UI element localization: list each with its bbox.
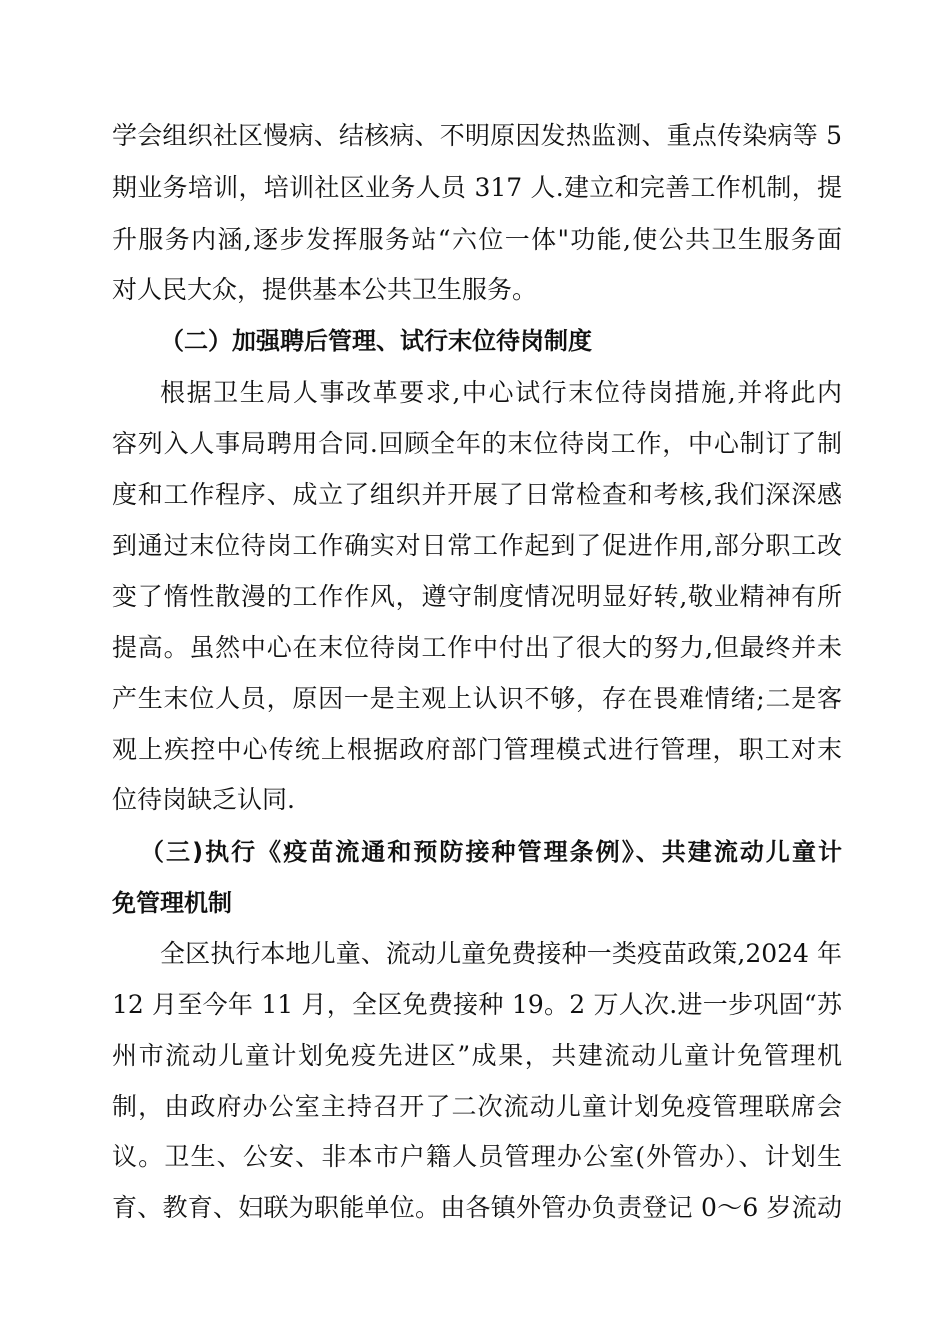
paragraph-3-line-3: 州市流动儿童计划免疫先进区”成果，共建流动儿童计免管理机 [112, 1041, 842, 1070]
paragraph-2-line-5: 变了惰性散漫的工作作风，遵守制度情况明显好转,敬业精神有所 [112, 582, 842, 611]
paragraph-2-line-4: 到通过末位待岗工作确实对日常工作起到了促进作用,部分职工改 [112, 531, 842, 560]
paragraph-1-line-2: 期业务培训，培训社区业务人员 317 人.建立和完善工作机制，提 [112, 173, 842, 202]
paragraph-1-line-1: 学会组织社区慢病、结核病、不明原因发热监测、重点传染病等 5 [112, 121, 842, 150]
paragraph-3-line-5: 议。卫生、公安、非本市户籍人员管理办公室(外管办）、计划生 [112, 1142, 842, 1171]
paragraph-2-line-3: 度和工作程序、成立了组织并开展了日常检查和考核,我们深深感 [112, 480, 842, 509]
paragraph-3-line-1: 全区执行本地儿童、流动儿童免费接种一类疫苗政策,2024 年 [160, 939, 842, 968]
paragraph-3-line-6: 育、教育、妇联为职能单位。由各镇外管办负责登记 0～6 岁流动 [112, 1193, 842, 1222]
paragraph-2-line-2: 容列入人事局聘用合同.回顾全年的末位待岗工作，中心制订了制 [112, 429, 842, 458]
paragraph-1-line-4: 对人民大众，提供基本公共卫生服务。 [112, 275, 538, 304]
paragraph-2-line-1: 根据卫生局人事改革要求,中心试行末位待岗措施,并将此内 [160, 378, 842, 407]
paragraph-3-line-2: 12 月至今年 11 月，全区免费接种 19。2 万人次.进一步巩固“苏 [112, 990, 842, 1019]
paragraph-2-line-8: 观上疾控中心传统上根据政府部门管理模式进行管理，职工对末 [112, 735, 842, 764]
paragraph-2-line-9: 位待岗缺乏认同. [112, 785, 295, 814]
section-heading-3-line-2: 免管理机制 [112, 889, 232, 917]
paragraph-2-line-6: 提高。虽然中心在末位待岗工作中付出了很大的努力,但最终并未 [112, 633, 842, 662]
paragraph-2-line-7: 产生末位人员，原因一是主观上认识不够，存在畏难情绪;二是客 [112, 684, 842, 713]
paragraph-3-line-4: 制，由政府办公室主持召开了二次流动儿童计划免疫管理联席会 [112, 1092, 842, 1121]
section-heading-3-line-1: （三)执行《疫苗流通和预防接种管理条例》、共建流动儿童计 [140, 838, 842, 866]
section-heading-2: （二）加强聘后管理、试行末位待岗制度 [160, 327, 592, 355]
paragraph-1-line-3: 升服务内涵,逐步发挥服务站“六位一体"功能,使公共卫生服务面 [112, 225, 842, 254]
